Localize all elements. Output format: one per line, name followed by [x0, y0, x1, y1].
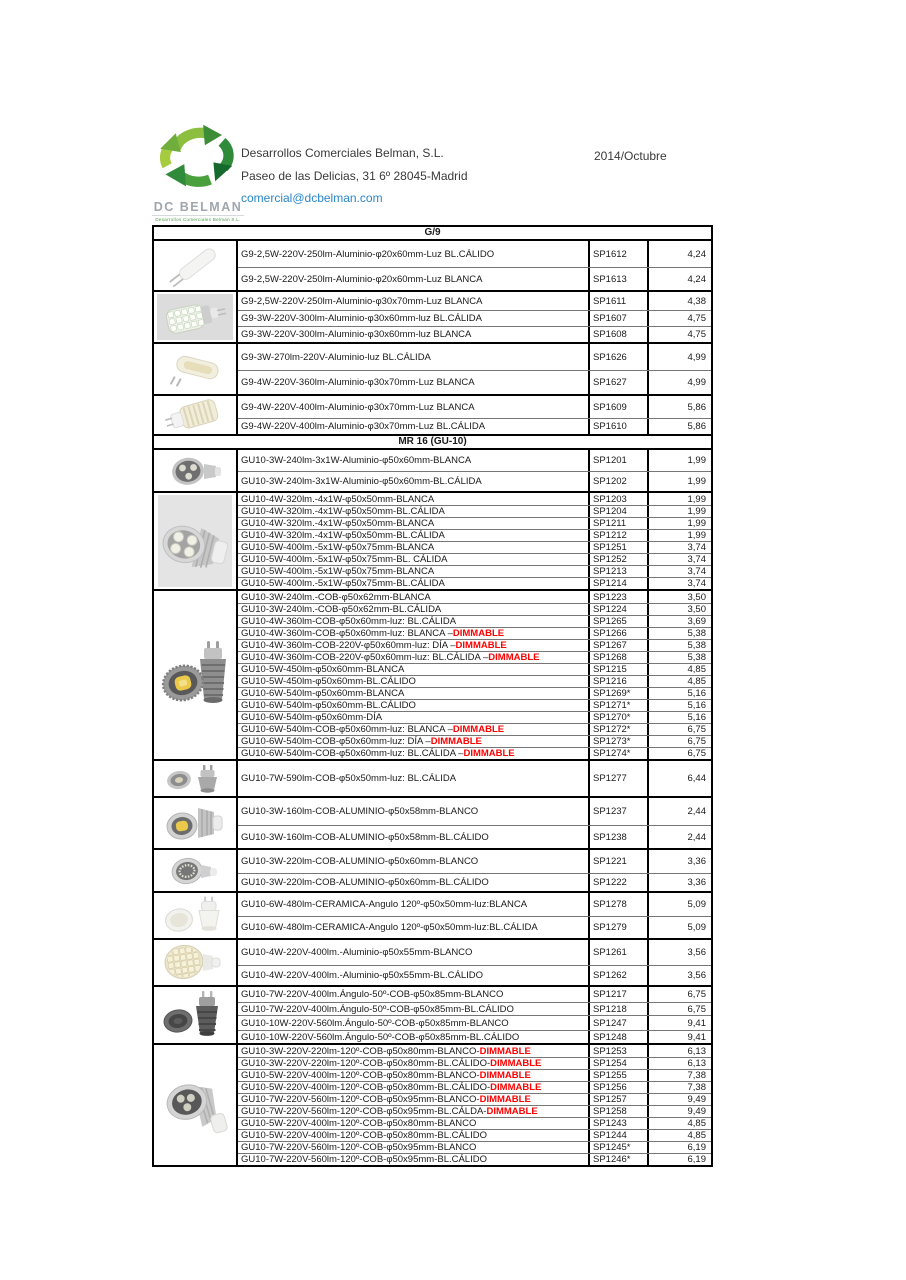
sku-cell: SP1626: [590, 344, 649, 370]
sku-cell: SP1256: [590, 1082, 649, 1093]
product-description-cell: GU10-6W-540lm-COB-φ50x60mm-luz: BLANCA – DIMMABLE: [238, 724, 590, 735]
price-cell: 3,36: [687, 856, 706, 867]
price-cell: 5,16: [687, 700, 706, 711]
table-row: [238, 735, 711, 747]
table-row: [238, 267, 711, 290]
gu10-cob-spot-pair-image: [158, 627, 232, 723]
table-row: [238, 1105, 711, 1117]
table-row: [238, 723, 711, 735]
product-group: [154, 591, 711, 761]
table-row: [238, 1141, 711, 1153]
product-description-cell: GU10-4W-320lm.-4x1W-φ50x50mm-BLANCA: [238, 493, 590, 505]
price-cell: 4,85: [687, 664, 706, 675]
product-description-cell: GU10-5W-400lm.-5x1W-φ50x75mm-BL.CÁLIDA: [238, 578, 590, 589]
table-row: [238, 687, 711, 699]
g9-finned-bulb-image: [159, 397, 231, 433]
sku-cell: SP1609: [590, 396, 649, 418]
product-group: [154, 344, 711, 396]
table-row: [238, 505, 711, 517]
product-group: [154, 1045, 711, 1165]
product-description-cell: GU10-6W-540lm-φ50x60mm-BLANCA: [238, 688, 590, 699]
price-cell: 4,38: [687, 295, 706, 307]
product-description-cell: GU10-6W-540lm-COB-φ50x60mm-luz: BL.CÁLIDA – DIMMABLE: [238, 748, 590, 759]
product-description-cell: GU10-5W-400lm.-5x1W-φ50x75mm-BLANCA: [238, 566, 590, 577]
price-cell: 3,74: [687, 578, 706, 589]
price-cell: 5,38: [687, 652, 706, 663]
table-row: [238, 493, 711, 505]
product-description-cell: GU10-7W-220V-560lm-120º-COB-φ50x95mm-BLANCO: [238, 1142, 590, 1153]
table-row: [238, 1153, 711, 1165]
table-row: [238, 1117, 711, 1129]
sku-cell: SP1610: [590, 419, 649, 434]
sku-cell: SP1255: [590, 1070, 649, 1081]
section-header: MR 16 (GU-10): [154, 436, 711, 450]
product-description-cell: GU10-6W-540lm-φ50x60mm-DÍA: [238, 712, 590, 723]
sku-cell: SP1202: [590, 472, 649, 491]
sku-cell: SP1268: [590, 652, 649, 663]
product-image-cob-alu-single: [154, 850, 238, 891]
company-logo: [152, 123, 244, 222]
gu10-cob-aluminio-pair-image: [162, 800, 228, 846]
dimmable-flag: DIMMABLE: [486, 1106, 538, 1117]
table-row: [238, 577, 711, 589]
sku-cell: SP1246*: [590, 1154, 649, 1165]
sku-cell: SP1224: [590, 604, 649, 615]
table-row: [238, 471, 711, 491]
dimmable-flag: DIMMABLE: [479, 1094, 531, 1105]
gu10-ceramic-pair-image: [162, 894, 228, 937]
product-description-cell: G9-2,5W-220V-250lm-Aluminio-φ30x70mm-Luz BLANCA: [238, 292, 590, 310]
sku-cell: SP1217: [590, 987, 649, 1002]
table-row: [238, 529, 711, 541]
product-description-cell: GU10-3W-220V-220lm-120º-COB-φ50x80mm-BL.CÁLIDO- DIMMABLE: [238, 1058, 590, 1069]
price-cell: 4,24: [687, 273, 706, 285]
product-description-cell: GU10-4W-360lm-COB-220V-φ50x60mm-luz: DÍA – DIMMABLE: [238, 640, 590, 651]
product-image-g9-capsule-tilted: [154, 241, 238, 290]
price-cell: 5,86: [687, 421, 706, 432]
sku-cell: SP1274*: [590, 748, 649, 759]
product-image-g9-capsule-flat: [154, 344, 238, 394]
company-info: [241, 142, 468, 210]
table-row: [238, 418, 711, 434]
gu10-cob-aluminio-single-image: [165, 852, 225, 890]
product-description-cell: G9-4W-220V-400lm-Aluminio-φ30x70mm-Luz BLANCA: [238, 396, 590, 418]
table-row: [238, 916, 711, 938]
table-row: [238, 1045, 711, 1057]
price-cell: 3,56: [687, 947, 706, 958]
sku-cell: SP1261: [590, 940, 649, 965]
price-cell: 2,44: [687, 831, 706, 843]
product-group: [154, 450, 711, 493]
sku-cell: SP1204: [590, 506, 649, 517]
recycle-arrows-icon: [154, 123, 242, 195]
price-cell: 6,44: [687, 773, 706, 784]
table-row: [238, 651, 711, 663]
price-cell: 9,49: [687, 1106, 706, 1117]
product-description-cell: GU10-7W-220V-400lm.Ángulo-50º-COB-φ50x85mm-BL.CÁLIDO: [238, 1003, 590, 1015]
sku-cell: SP1253: [590, 1045, 649, 1057]
table-row: [238, 1093, 711, 1105]
sku-cell: SP1223: [590, 591, 649, 603]
price-cell: 4,85: [687, 676, 706, 687]
sku-cell: SP1251: [590, 542, 649, 553]
product-image-cob-alu-pair: [154, 798, 238, 848]
sku-cell: SP1238: [590, 826, 649, 848]
sku-cell: SP1243: [590, 1118, 649, 1129]
price-cell: 6,19: [687, 1142, 706, 1153]
g9-capsule-cob-image: [160, 346, 230, 392]
table-row: [238, 241, 711, 267]
table-row: [238, 1081, 711, 1093]
price-cell: 1,99: [687, 476, 706, 487]
dimmable-flag: DIMMABLE: [490, 1058, 542, 1069]
product-description-cell: GU10-4W-360lm-COB-φ50x60mm-luz: BL.CÁLIDA: [238, 616, 590, 627]
product-description-cell: G9-3W-270lm-220V-Aluminio-luz BL.CÁLIDA: [238, 344, 590, 370]
table-row: [238, 850, 711, 873]
g9-capsule-bulb-image: [160, 244, 230, 288]
table-row: [238, 1015, 711, 1030]
product-description-cell: GU10-4W-320lm.-4x1W-φ50x50mm-BLANCA: [238, 518, 590, 529]
product-description-cell: GU10-3W-220V-220lm-120º-COB-φ50x80mm-BLANCO- DIMMABLE: [238, 1045, 590, 1057]
price-cell: 4,99: [687, 351, 706, 363]
sku-cell: SP1203: [590, 493, 649, 505]
sku-cell: SP1221: [590, 850, 649, 873]
price-cell: 4,85: [687, 1118, 706, 1129]
sku-cell: SP1266: [590, 628, 649, 639]
sku-cell: SP1269*: [590, 688, 649, 699]
product-image-mr16-3led: [154, 450, 238, 491]
table-row: [238, 1030, 711, 1043]
sku-cell: SP1237: [590, 798, 649, 825]
product-group: [154, 493, 711, 591]
price-cell: 6,75: [687, 748, 706, 759]
price-cell: 7,38: [687, 1082, 706, 1093]
sku-cell: SP1216: [590, 676, 649, 687]
table-row: [238, 711, 711, 723]
product-image-mr16-4led: [154, 493, 238, 589]
price-cell: 5,09: [687, 922, 706, 933]
product-description-cell: G9-4W-220V-400lm-Aluminio-φ30x70mm-Luz BL.CÁLIDA: [238, 419, 590, 434]
product-description-cell: G9-3W-220V-300lm-Aluminio-φ30x60mm-luz BL.CÁLIDA: [238, 311, 590, 326]
table-row: [238, 639, 711, 651]
price-cell: 7,38: [687, 1070, 706, 1081]
price-cell: 1,99: [687, 530, 706, 541]
dimmable-flag: DIMMABLE: [455, 640, 507, 651]
sku-cell: SP1277: [590, 761, 649, 796]
table-row: [238, 1057, 711, 1069]
sku-cell: SP1211: [590, 518, 649, 529]
table-row: [238, 987, 711, 1002]
sku-cell: SP1608: [590, 327, 649, 342]
sku-cell: SP1201: [590, 450, 649, 471]
sku-cell: SP1262: [590, 966, 649, 985]
document-date: 2014/Octubre: [594, 149, 667, 163]
dimmable-flag: DIMMABLE: [488, 652, 540, 663]
product-description-cell: GU10-7W-220V-560lm-120º-COB-φ50x95mm-BL.CÁLIDO: [238, 1154, 590, 1165]
product-description-cell: GU10-3W-220lm-COB-ALUMINIO-φ50x60mm-BLANCO: [238, 850, 590, 873]
sku-cell: SP1212: [590, 530, 649, 541]
table-row: [238, 873, 711, 891]
price-cell: 6,13: [687, 1058, 706, 1069]
table-row: [238, 553, 711, 565]
price-cell: 3,74: [687, 542, 706, 553]
product-group: [154, 987, 711, 1045]
sku-cell: SP1265: [590, 616, 649, 627]
product-description-cell: GU10-4W-360lm-COB-220V-φ50x60mm-luz: BL.CÁLIDA – DIMMABLE: [238, 652, 590, 663]
sku-cell: SP1213: [590, 566, 649, 577]
price-cell: 6,19: [687, 1154, 706, 1165]
product-description-cell: GU10-3W-220lm-COB-ALUMINIO-φ50x60mm-BL.CÁLIDO: [238, 874, 590, 891]
price-cell: 6,75: [687, 724, 706, 735]
table-row: [238, 940, 711, 965]
price-cell: 9,41: [687, 1031, 706, 1043]
gu10-dark-spot-pair-image: [160, 989, 230, 1041]
table-row: [238, 675, 711, 687]
gu10-small-spot-pair-image: [163, 762, 227, 795]
product-image-dark-pair: [154, 987, 238, 1043]
table-row: [238, 699, 711, 711]
product-image-led-array: [154, 940, 238, 985]
sku-cell: SP1214: [590, 578, 649, 589]
product-group: [154, 241, 711, 292]
price-cell: 3,56: [687, 970, 706, 981]
table-row: [238, 761, 711, 796]
dimmable-flag: DIMMABLE: [490, 1082, 542, 1093]
gu10-3led-spot-image: [166, 452, 224, 490]
table-row: [238, 450, 711, 471]
product-image-mr16-small-pair: [154, 761, 238, 796]
product-group: [154, 761, 711, 798]
price-cell: 3,50: [687, 591, 706, 603]
price-cell: 9,49: [687, 1094, 706, 1105]
product-image-big-single: [154, 1045, 238, 1165]
company-address: Paseo de las Delicias, 31 6º 28045-Madrid: [241, 168, 468, 183]
price-cell: 5,86: [687, 401, 706, 413]
product-description-cell: GU10-7W-220V-400lm.Ángulo-50º-COB-φ50x85mm-BLANCO: [238, 987, 590, 1002]
sku-cell: SP1613: [590, 268, 649, 290]
table-row: [238, 370, 711, 394]
table-row: [238, 591, 711, 603]
table-row: [238, 798, 711, 825]
sku-cell: SP1271*: [590, 700, 649, 711]
g9-corn-bulb-photo-image: [157, 294, 233, 340]
product-description-cell: G9-2,5W-220V-250lm-Aluminio-φ20x60mm-Luz BLANCA: [238, 268, 590, 290]
product-description-cell: GU10-6W-540lm-COB-φ50x60mm-luz: DÍA – DIMMABLE: [238, 736, 590, 747]
table-row: [238, 747, 711, 759]
product-description-cell: GU10-7W-590lm-COB-φ50x50mm-luz: BL.CÁLIDA: [238, 761, 590, 796]
sku-cell: SP1273*: [590, 736, 649, 747]
table-row: [238, 627, 711, 639]
product-description-cell: G9-4W-220V-360lm-Aluminio-φ30x70mm-Luz BLANCA: [238, 371, 590, 394]
price-cell: 4,24: [687, 248, 706, 260]
product-group: [154, 893, 711, 940]
price-cell: 4,99: [687, 377, 706, 388]
product-description-cell: GU10-5W-400lm.-5x1W-φ50x75mm-BL. CÁLIDA: [238, 554, 590, 565]
sku-cell: SP1278: [590, 893, 649, 916]
gu10-4led-spot-photo-image: [158, 495, 232, 587]
company-name: Desarrollos Comerciales Belman, S.L.: [241, 146, 444, 160]
sku-cell: SP1279: [590, 917, 649, 938]
logo-tagline: Desarrollos Comerciales Belman S.L.: [152, 215, 244, 222]
table-row: [238, 615, 711, 627]
price-cell: 6,75: [687, 1003, 706, 1015]
sku-cell: SP1267: [590, 640, 649, 651]
price-cell: 1,99: [687, 493, 706, 505]
product-description-cell: GU10-4W-220V-400lm.-Aluminio-φ50x55mm-BLANCO: [238, 940, 590, 965]
product-description-cell: GU10-6W-540lm-φ50x60mm-BL.CÁLIDO: [238, 700, 590, 711]
price-cell: 5,09: [687, 899, 706, 910]
price-cell: 3,74: [687, 566, 706, 577]
product-description-cell: GU10-5W-220V-400lm-120º-COB-φ50x80mm-BLANCO: [238, 1118, 590, 1129]
table-row: [238, 825, 711, 848]
sku-cell: SP1611: [590, 292, 649, 310]
sku-cell: SP1247: [590, 1016, 649, 1030]
sku-cell: SP1257: [590, 1094, 649, 1105]
sku-cell: SP1218: [590, 1003, 649, 1015]
product-description-cell: GU10-5W-450lm-φ50x60mm-BLANCA: [238, 664, 590, 675]
product-description-cell: GU10-5W-450lm-φ50x60mm-BL.CÁLIDO: [238, 676, 590, 687]
price-cell: 3,69: [687, 616, 706, 627]
product-description-cell: GU10-5W-220V-400lm-120º-COB-φ50x80mm-BL.CÁLIDO- DIMMABLE: [238, 1082, 590, 1093]
sku-cell: SP1248: [590, 1031, 649, 1043]
product-description-cell: GU10-3W-160lm-COB-ALUMINIO-φ50x58mm-BLANCO: [238, 798, 590, 825]
product-description-cell: GU10-10W-220V-560lm.Ángulo-50º-COB-φ50x85mm-BLANCO: [238, 1016, 590, 1030]
product-description-cell: GU10-7W-220V-560lm-120º-COB-φ50x95mm-BL.CÁLDA- DIMMABLE: [238, 1106, 590, 1117]
sku-cell: SP1244: [590, 1130, 649, 1141]
sku-cell: SP1270*: [590, 712, 649, 723]
price-cell: 1,99: [687, 506, 706, 517]
price-cell: 4,85: [687, 1130, 706, 1141]
table-row: [238, 1129, 711, 1141]
price-cell: 5,38: [687, 628, 706, 639]
company-email-link[interactable]: comercial@dcbelman.com: [241, 191, 383, 205]
price-cell: 3,74: [687, 554, 706, 565]
table-row: [238, 541, 711, 553]
price-cell: 6,75: [687, 989, 706, 1000]
sku-cell: SP1252: [590, 554, 649, 565]
table-row: [238, 603, 711, 615]
product-description-cell: GU10-4W-320lm.-4x1W-φ50x50mm-BL.CÁLIDA: [238, 530, 590, 541]
price-cell: 2,44: [687, 806, 706, 817]
dimmable-flag: DIMMABLE: [479, 1070, 531, 1081]
sku-cell: SP1258: [590, 1106, 649, 1117]
price-cell: 3,50: [687, 604, 706, 615]
table-row: [238, 893, 711, 916]
gu10-smd-array-image: [159, 941, 231, 985]
product-group: [154, 292, 711, 344]
product-description-cell: GU10-3W-240lm.-COB-φ50x62mm-BL.CÁLIDA: [238, 604, 590, 615]
sku-cell: SP1215: [590, 664, 649, 675]
table-row: [238, 517, 711, 529]
product-description-cell: GU10-5W-220V-400lm-120º-COB-φ50x80mm-BL.CÁLIDO: [238, 1130, 590, 1141]
product-image-ceramic-pair: [154, 893, 238, 938]
product-description-cell: G9-3W-220V-300lm-Aluminio-φ30x60mm-luz BLANCA: [238, 327, 590, 342]
table-row: [238, 396, 711, 418]
product-description-cell: G9-2,5W-220V-250lm-Aluminio-φ20x60mm-Luz BL.CÁLIDO: [238, 241, 590, 267]
product-group: [154, 940, 711, 987]
dimmable-flag: DIMMABLE: [479, 1045, 531, 1057]
product-description-cell: GU10-4W-220V-400lm.-Aluminio-φ50x55mm-BL.CÁLIDO: [238, 966, 590, 985]
product-description-cell: GU10-3W-240lm-3x1W-Aluminio-φ50x60mm-BLANCA: [238, 450, 590, 471]
product-description-cell: GU10-3W-160lm-COB-ALUMINIO-φ50x58mm-BL.CÁLIDO: [238, 826, 590, 848]
product-description-cell: GU10-10W-220V-560lm.Ángulo-50º-COB-φ50x85mm-BL.CÁLIDO: [238, 1031, 590, 1043]
product-description-cell: GU10-3W-240lm.-COB-φ50x62mm-BLANCA: [238, 591, 590, 603]
product-description-cell: GU10-6W-480lm-CERAMICA-Angulo 120º-φ50x50mm-luz:BL.CÁLIDA: [238, 917, 590, 938]
product-description-cell: GU10-5W-220V-400lm-120º-COB-φ50x80mm-BLANCO- DIMMABLE: [238, 1070, 590, 1081]
table-row: [238, 1002, 711, 1015]
price-cell: 1,99: [687, 455, 706, 466]
sku-cell: SP1245*: [590, 1142, 649, 1153]
dimmable-flag: DIMMABLE: [430, 736, 482, 747]
price-cell: 4,75: [687, 313, 706, 324]
logo-text: DC BELMAN: [153, 200, 243, 214]
price-cell: 9,41: [687, 1017, 706, 1029]
product-group: [154, 396, 711, 436]
price-cell: 4,75: [687, 329, 706, 340]
table-row: [238, 965, 711, 985]
price-cell: 5,38: [687, 640, 706, 651]
product-description-cell: GU10-6W-480lm-CERAMICA-Angulo 120º-φ50x50mm-luz:BLANCA: [238, 893, 590, 916]
price-cell: 5,16: [687, 712, 706, 723]
table-row: [238, 292, 711, 310]
table-row: [238, 326, 711, 342]
dimmable-flag: DIMMABLE: [463, 748, 515, 759]
price-cell: 1,99: [687, 518, 706, 529]
price-cell: 3,36: [687, 877, 706, 888]
product-description-cell: GU10-4W-320lm.-4x1W-φ50x50mm-BL.CÁLIDA: [238, 506, 590, 517]
product-group: [154, 798, 711, 850]
price-cell: 5,16: [687, 688, 706, 699]
product-image-g9-corn-photo: [154, 292, 238, 342]
sku-cell: SP1272*: [590, 724, 649, 735]
price-table: [152, 225, 713, 1167]
table-row: [238, 565, 711, 577]
product-image-g9-corn-fins: [154, 396, 238, 434]
table-row: [238, 1069, 711, 1081]
table-row: [238, 663, 711, 675]
dimmable-flag: DIMMABLE: [452, 724, 505, 735]
product-description-cell: GU10-4W-360lm-COB-φ50x60mm-luz: BLANCA – DIMMABLE: [238, 628, 590, 639]
table-row: [238, 310, 711, 326]
product-description-cell: GU10-7W-220V-560lm-120º-COB-φ50x95mm-BLANCO- DIMMABLE: [238, 1094, 590, 1105]
price-cell: 6,75: [687, 736, 706, 747]
section-header: G/9: [154, 227, 711, 241]
gu10-spot-single-image: [158, 1058, 232, 1152]
sku-cell: SP1222: [590, 874, 649, 891]
product-group: [154, 850, 711, 893]
dimmable-flag: DIMMABLE: [452, 628, 505, 639]
sku-cell: SP1607: [590, 311, 649, 326]
product-description-cell: GU10-5W-400lm.-5x1W-φ50x75mm-BLANCA: [238, 542, 590, 553]
sku-cell: SP1612: [590, 241, 649, 267]
product-image-gu10-cob-pair: [154, 591, 238, 759]
sku-cell: SP1627: [590, 371, 649, 394]
product-description-cell: GU10-3W-240lm-3x1W-Aluminio-φ50x60mm-BL.CÁLIDA: [238, 472, 590, 491]
sku-cell: SP1254: [590, 1058, 649, 1069]
price-cell: 6,13: [687, 1045, 706, 1057]
table-row: [238, 344, 711, 370]
